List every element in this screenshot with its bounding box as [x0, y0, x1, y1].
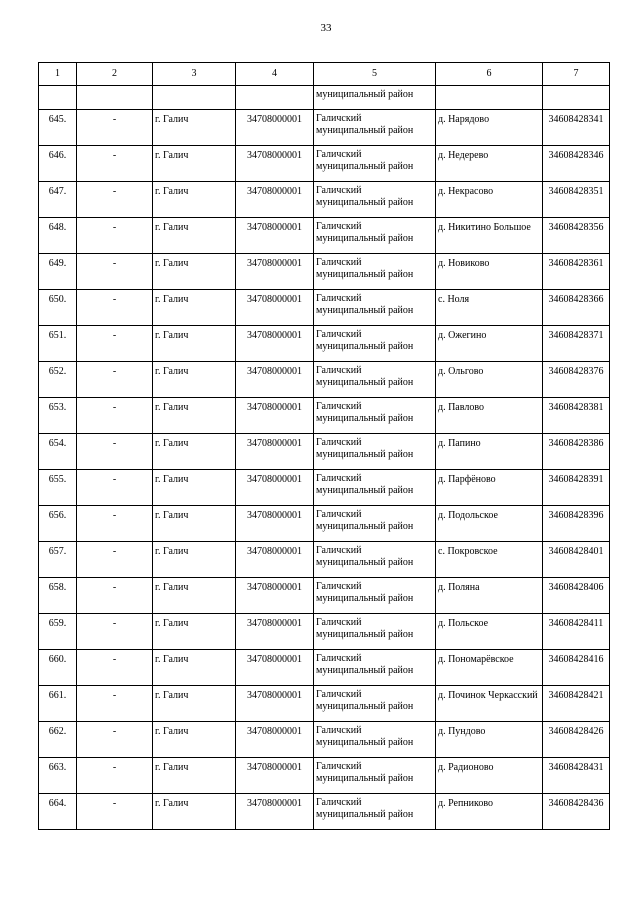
header-cell: 2: [77, 63, 153, 86]
city-cell: г. Галич: [153, 362, 236, 398]
column-2-cell: -: [77, 578, 153, 614]
district-cell: Галичский муниципальный район: [314, 650, 436, 686]
row-number-cell: 662.: [39, 722, 77, 758]
column-2-cell: -: [77, 650, 153, 686]
settlement-cell: д. Ожегино: [436, 326, 543, 362]
row-number-cell: 647.: [39, 182, 77, 218]
okato-code-cell: 34708000001: [236, 794, 314, 830]
okato-code-cell: 34708000001: [236, 254, 314, 290]
table-row: [39, 758, 610, 794]
oktmo-code-cell: 34608428416: [543, 650, 610, 686]
row-number-cell: 661.: [39, 686, 77, 722]
okato-code-cell: 34708000001: [236, 686, 314, 722]
column-2-cell: -: [77, 362, 153, 398]
column-2-cell: -: [77, 398, 153, 434]
row-number-cell: 659.: [39, 614, 77, 650]
settlement-cell: д. Пономарёвское: [436, 650, 543, 686]
oktmo-code-cell: 34608428436: [543, 794, 610, 830]
table-row: [39, 578, 610, 614]
column-2-cell: -: [77, 434, 153, 470]
settlement-cell: д. Радионово: [436, 758, 543, 794]
table-row: [39, 218, 610, 254]
settlement-cell: с. Покровское: [436, 542, 543, 578]
city-cell: г. Галич: [153, 794, 236, 830]
okato-code-cell: 34708000001: [236, 758, 314, 794]
header-row: [39, 63, 610, 86]
district-cell: Галичский муниципальный район: [314, 398, 436, 434]
city-cell: г. Галич: [153, 326, 236, 362]
oktmo-code-cell: 34608428361: [543, 254, 610, 290]
district-cell: Галичский муниципальный район: [314, 614, 436, 650]
table-row: [39, 326, 610, 362]
settlement-cell: д. Подольское: [436, 506, 543, 542]
oktmo-code-cell: 34608428411: [543, 614, 610, 650]
city-cell: г. Галич: [153, 650, 236, 686]
empty-cell: [436, 86, 543, 110]
district-cell: Галичский муниципальный район: [314, 506, 436, 542]
column-2-cell: -: [77, 254, 153, 290]
table-row: [39, 722, 610, 758]
oktmo-code-cell: 34608428381: [543, 398, 610, 434]
table-row: [39, 794, 610, 830]
oktmo-code-cell: 34608428346: [543, 146, 610, 182]
district-cell: Галичский муниципальный район: [314, 326, 436, 362]
city-cell: г. Галич: [153, 542, 236, 578]
table-row: [39, 254, 610, 290]
okato-code-cell: 34708000001: [236, 614, 314, 650]
row-number-cell: 651.: [39, 326, 77, 362]
oktmo-code-cell: 34608428351: [543, 182, 610, 218]
empty-cell: [77, 86, 153, 110]
city-cell: г. Галич: [153, 146, 236, 182]
oktmo-code-cell: 34608428391: [543, 470, 610, 506]
oktmo-code-cell: 34608428426: [543, 722, 610, 758]
city-cell: г. Галич: [153, 614, 236, 650]
settlement-cell: д. Починок Черкасский: [436, 686, 543, 722]
row-number-cell: 664.: [39, 794, 77, 830]
okato-code-cell: 34708000001: [236, 398, 314, 434]
empty-cell: [236, 86, 314, 110]
row-number-cell: 652.: [39, 362, 77, 398]
settlement-cell: д. Поляна: [436, 578, 543, 614]
district-cell: Галичский муниципальный район: [314, 290, 436, 326]
okato-code-cell: 34708000001: [236, 722, 314, 758]
settlement-cell: д. Нарядово: [436, 110, 543, 146]
oktmo-code-cell: 34608428401: [543, 542, 610, 578]
row-number-cell: 654.: [39, 434, 77, 470]
row-number-cell: 656.: [39, 506, 77, 542]
column-2-cell: -: [77, 326, 153, 362]
table-row: [39, 686, 610, 722]
table-row: [39, 182, 610, 218]
okato-code-cell: 34708000001: [236, 650, 314, 686]
okato-code-cell: 34708000001: [236, 434, 314, 470]
district-cell: Галичский муниципальный район: [314, 722, 436, 758]
row-number-cell: 660.: [39, 650, 77, 686]
city-cell: г. Галич: [153, 290, 236, 326]
column-2-cell: -: [77, 470, 153, 506]
district-cell: Галичский муниципальный район: [314, 758, 436, 794]
column-2-cell: -: [77, 758, 153, 794]
column-2-cell: -: [77, 794, 153, 830]
district-cell: Галичский муниципальный район: [314, 182, 436, 218]
row-number-cell: 655.: [39, 470, 77, 506]
settlement-cell: д. Репниково: [436, 794, 543, 830]
settlement-cell: с. Ноля: [436, 290, 543, 326]
district-cell: Галичский муниципальный район: [314, 254, 436, 290]
column-2-cell: -: [77, 614, 153, 650]
city-cell: г. Галич: [153, 470, 236, 506]
header-cell: 6: [436, 63, 543, 86]
table-row: [39, 146, 610, 182]
city-cell: г. Галич: [153, 398, 236, 434]
table-row: [39, 614, 610, 650]
oktmo-code-cell: 34608428356: [543, 218, 610, 254]
column-2-cell: -: [77, 218, 153, 254]
oktmo-code-cell: 34608428431: [543, 758, 610, 794]
settlement-cell: д. Пундово: [436, 722, 543, 758]
district-cell: Галичский муниципальный район: [314, 470, 436, 506]
table-row: [39, 290, 610, 326]
empty-cell: [543, 86, 610, 110]
oktmo-code-cell: 34608428406: [543, 578, 610, 614]
okato-code-cell: 34708000001: [236, 218, 314, 254]
okato-code-cell: 34708000001: [236, 146, 314, 182]
settlement-cell: д. Ольгово: [436, 362, 543, 398]
table-row: [39, 506, 610, 542]
okato-code-cell: 34708000001: [236, 326, 314, 362]
header-cell: 7: [543, 63, 610, 86]
column-2-cell: -: [77, 290, 153, 326]
city-cell: г. Галич: [153, 254, 236, 290]
column-2-cell: -: [77, 722, 153, 758]
oktmo-code-cell: 34608428341: [543, 110, 610, 146]
table-row: [39, 542, 610, 578]
oktmo-code-cell: 34608428366: [543, 290, 610, 326]
table-row: [39, 362, 610, 398]
registry-table: [38, 62, 610, 830]
district-cell: Галичский муниципальный район: [314, 434, 436, 470]
city-cell: г. Галич: [153, 434, 236, 470]
row-number-cell: 646.: [39, 146, 77, 182]
city-cell: г. Галич: [153, 218, 236, 254]
city-cell: г. Галич: [153, 758, 236, 794]
row-number-cell: 649.: [39, 254, 77, 290]
city-cell: г. Галич: [153, 722, 236, 758]
city-cell: г. Галич: [153, 110, 236, 146]
row-number-cell: 648.: [39, 218, 77, 254]
table-row: [39, 110, 610, 146]
row-number-cell: 663.: [39, 758, 77, 794]
settlement-cell: д. Недерево: [436, 146, 543, 182]
column-2-cell: -: [77, 110, 153, 146]
okato-code-cell: 34708000001: [236, 542, 314, 578]
row-number-cell: 657.: [39, 542, 77, 578]
empty-cell: [39, 86, 77, 110]
district-cell: Галичский муниципальный район: [314, 542, 436, 578]
okato-code-cell: 34708000001: [236, 470, 314, 506]
header-cell: 3: [153, 63, 236, 86]
settlement-cell: д. Некрасово: [436, 182, 543, 218]
settlement-cell: д. Парфёново: [436, 470, 543, 506]
row-number-cell: 653.: [39, 398, 77, 434]
table-row: [39, 434, 610, 470]
oktmo-code-cell: 34608428421: [543, 686, 610, 722]
district-cell: Галичский муниципальный район: [314, 362, 436, 398]
table-row: [39, 650, 610, 686]
oktmo-code-cell: 34608428386: [543, 434, 610, 470]
row-number-cell: 658.: [39, 578, 77, 614]
table-row: [39, 470, 610, 506]
okato-code-cell: 34708000001: [236, 182, 314, 218]
okato-code-cell: 34708000001: [236, 290, 314, 326]
continuation-row: [39, 86, 610, 110]
city-cell: г. Галич: [153, 578, 236, 614]
column-2-cell: -: [77, 146, 153, 182]
city-cell: г. Галич: [153, 182, 236, 218]
oktmo-code-cell: 34608428371: [543, 326, 610, 362]
header-cell: 5: [314, 63, 436, 86]
settlement-cell: д. Новиково: [436, 254, 543, 290]
empty-cell: [153, 86, 236, 110]
table-row: [39, 398, 610, 434]
row-number-cell: 645.: [39, 110, 77, 146]
district-cell: Галичский муниципальный район: [314, 578, 436, 614]
row-number-cell: 650.: [39, 290, 77, 326]
okato-code-cell: 34708000001: [236, 362, 314, 398]
district-cell: муниципальный район: [314, 86, 436, 110]
column-2-cell: -: [77, 686, 153, 722]
header-cell: 1: [39, 63, 77, 86]
district-cell: Галичский муниципальный район: [314, 146, 436, 182]
district-cell: Галичский муниципальный район: [314, 686, 436, 722]
column-2-cell: -: [77, 506, 153, 542]
district-cell: Галичский муниципальный район: [314, 218, 436, 254]
district-cell: Галичский муниципальный район: [314, 794, 436, 830]
city-cell: г. Галич: [153, 506, 236, 542]
oktmo-code-cell: 34608428376: [543, 362, 610, 398]
city-cell: г. Галич: [153, 686, 236, 722]
district-cell: Галичский муниципальный район: [314, 110, 436, 146]
header-cell: 4: [236, 63, 314, 86]
page-number: 33: [320, 22, 332, 34]
settlement-cell: д. Папино: [436, 434, 543, 470]
okato-code-cell: 34708000001: [236, 578, 314, 614]
settlement-cell: д. Никитино Большое: [436, 218, 543, 254]
column-2-cell: -: [77, 182, 153, 218]
oktmo-code-cell: 34608428396: [543, 506, 610, 542]
column-2-cell: -: [77, 542, 153, 578]
settlement-cell: д. Павлово: [436, 398, 543, 434]
okato-code-cell: 34708000001: [236, 506, 314, 542]
okato-code-cell: 34708000001: [236, 110, 314, 146]
settlement-cell: д. Польское: [436, 614, 543, 650]
